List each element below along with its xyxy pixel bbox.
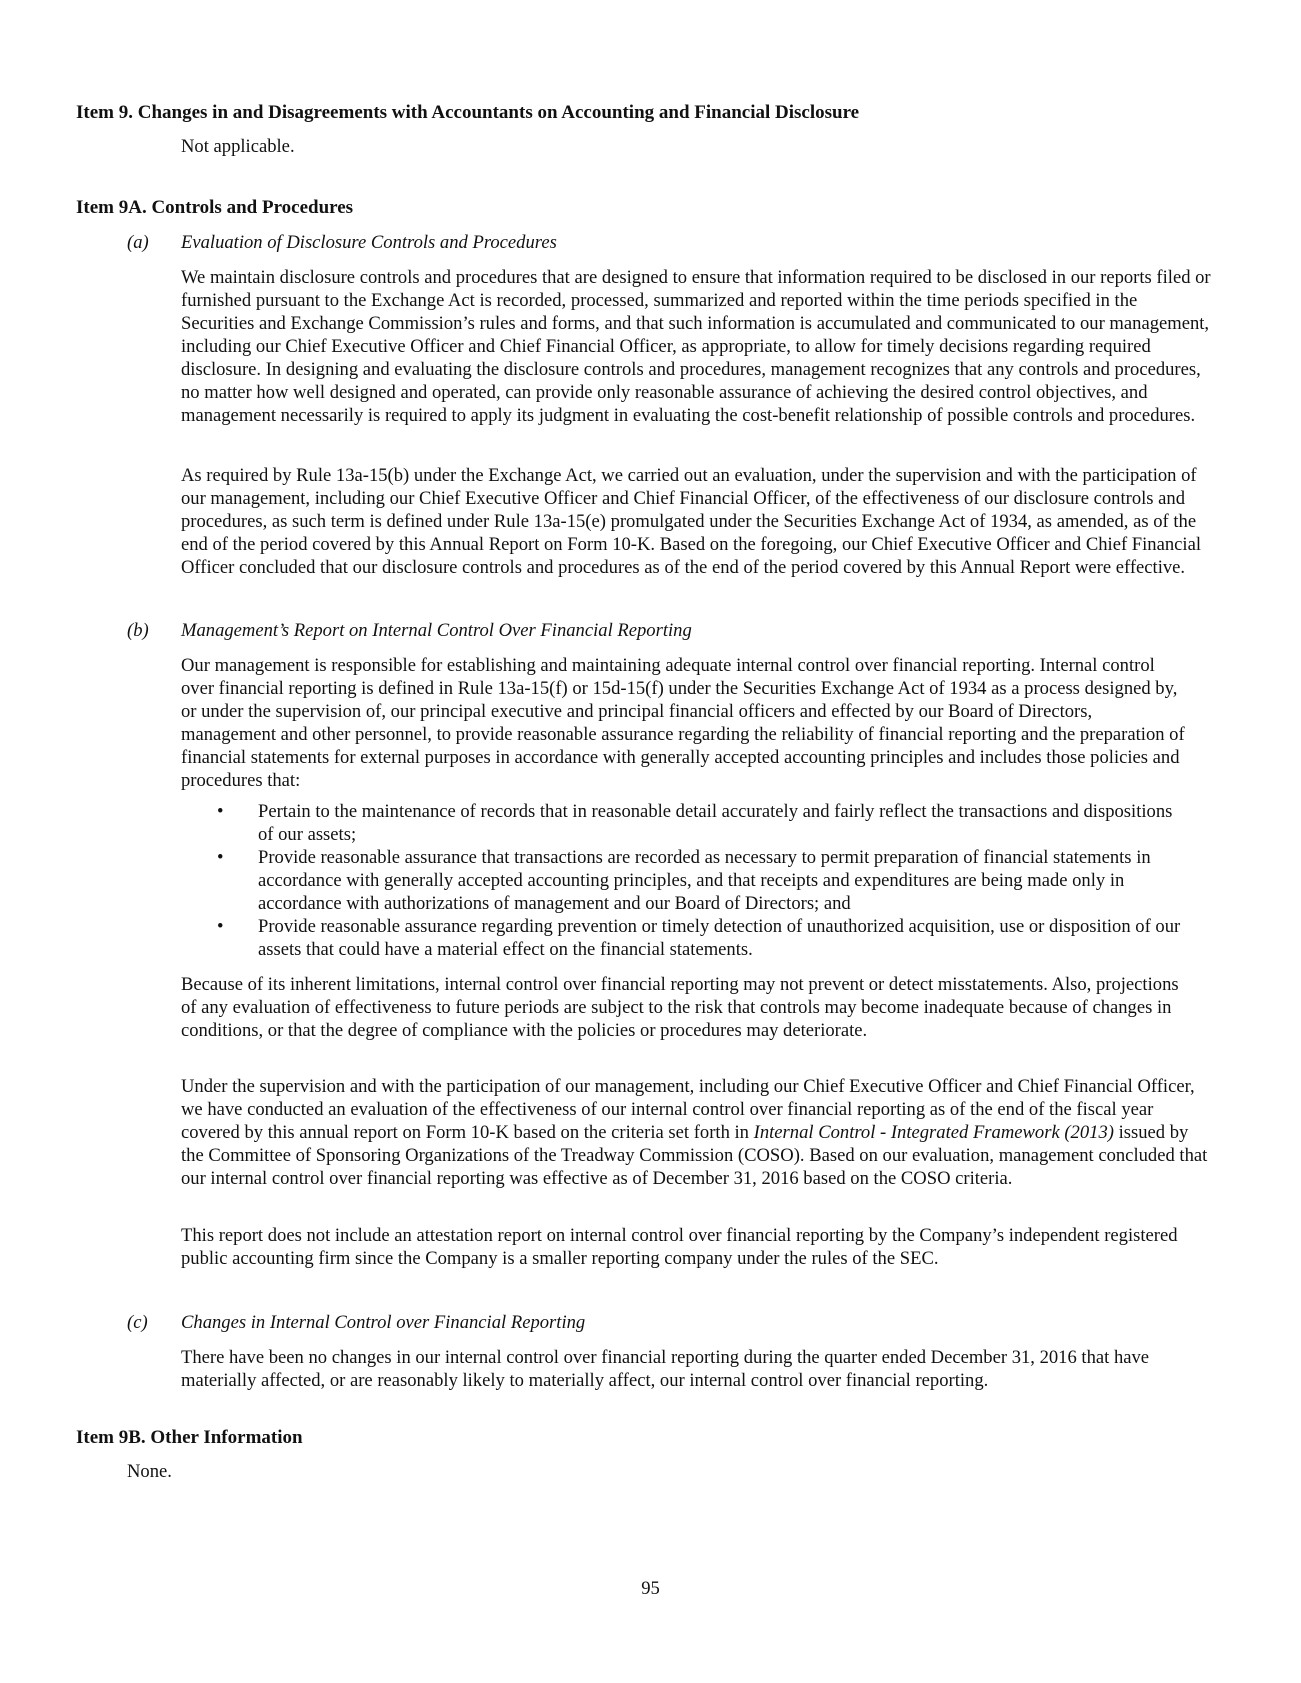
bullet-icon: • <box>217 916 224 937</box>
section-b-paragraph-3 <box>181 1075 1211 1190</box>
bullet-icon: • <box>217 847 224 868</box>
list-item <box>181 800 1191 846</box>
framework-title: Internal Control - Integrated Framework (2013) <box>753 1122 1114 1143</box>
item-9a-heading: Item 9A. Controls and Procedures <box>76 197 354 218</box>
list-item-text: Provide reasonable assurance that transactions are recorded as necessary to permit preparation of financial statements in accordance with generally accepted accounting principles, and that receipts and expenditures are being made only in accordance with authorizations of management and our Board of Directors; and <box>258 847 1151 914</box>
item-9b-heading: Item 9B. Other Information <box>76 1427 303 1448</box>
section-a-paragraph-2: As required by Rule 13a-15(b) under the Exchange Act, we carried out an evaluation, under the supervision and with the participation of our management, including our Chief Executive Officer and Chief Financial Officer, of the effectiveness of our disclosure controls and procedures, as such term is defined under Rule 13a-15(e) promulgated under the Securities Exchange Act of 1934, as amended, as of the end of the period covered by this Annual Report on Form 10-K. Based on the foregoing, our Chief Executive Officer and Chief Financial Officer concluded that our disclosure controls and procedures as of the end of the period covered by this Annual Report were effective. <box>181 465 1201 578</box>
list-item-text: Provide reasonable assurance regarding prevention or timely detection of unauthorized acquisition, use or disposition of our assets that could have a material effect on the financial statements. <box>258 916 1181 960</box>
section-c-label: (c) <box>127 1312 148 1333</box>
paragraph-text: Under the supervision and with the participation of our management, including our Chief Executive Officer and Chief Financial Officer, we have conducted an evaluation of the effectiveness of our internal control over financial reporting as of the end of the fiscal year covered by this annual report on Form 10-K based on the criteria set forth in <box>181 1076 1195 1143</box>
section-b-label: (b) <box>127 620 149 641</box>
list-item-text: Pertain to the maintenance of records that in reasonable detail accurately and fairly reflect the transactions and dispositions of our assets; <box>258 801 1173 845</box>
section-b-title: Management’s Report on Internal Control Over Financial Reporting <box>181 620 692 641</box>
page-number: 95 <box>641 1578 660 1599</box>
section-c-paragraph-1: There have been no changes in our internal control over financial reporting during the quarter ended December 31, 2016 that have materially affected, or are reasonably likely to materially affect, our internal control over financial reporting. <box>181 1347 1150 1391</box>
item-9b-text: None. <box>127 1461 172 1482</box>
list-item <box>181 846 1191 915</box>
section-b-paragraph-1: Our management is responsible for establishing and maintaining adequate internal control over financial reporting. Internal control over financial reporting is defined in Rule 13a-15(f) or 15d-15(f) under the Securities Exchange Act of 1934 as a process designed by, or under the supervision of, our principal executive and principal financial officers and effected by our Board of Directors, management and other personnel, to provide reasonable assurance regarding the reliability of financial reporting and the preparation of financial statements for external purposes in accordance with generally accepted accounting principles and includes those policies and procedures that: <box>181 655 1185 791</box>
section-a-title: Evaluation of Disclosure Controls and Procedures <box>181 232 557 253</box>
item-9-text: Not applicable. <box>181 136 295 157</box>
section-a-paragraph-1: We maintain disclosure controls and procedures that are designed to ensure that information required to be disclosed in our reports filed or furnished pursuant to the Exchange Act is recorded, processed, summarized and reported within the time periods specified in the Securities and Exchange Commission’s rules and forms, and that such information is accumulated and communicated to our management, including our Chief Executive Officer and Chief Financial Officer, as appropriate, to allow for timely decisions regarding required disclosure. In designing and evaluating the disclosure controls and procedures, management recognizes that any controls and procedures, no matter how well designed and operated, can provide only reasonable assurance of achieving the desired control objectives, and management necessarily is required to apply its judgment in evaluating the cost-benefit relationship of possible controls and procedures. <box>181 267 1211 426</box>
item-9-heading: Item 9. Changes in and Disagreements with Accountants on Accounting and Financial Disclosure <box>76 102 860 123</box>
bullet-icon: • <box>217 801 224 822</box>
section-b-bullet-list <box>181 800 1191 961</box>
section-c-title: Changes in Internal Control over Financial Reporting <box>181 1312 586 1333</box>
paragraph-text: issued by the Committee of Sponsoring Organizations of the Treadway Commission (COSO). Based on our evaluation, management concluded that our internal control over financial reporting was effective as of December 31, 2016 based on the COSO criteria. <box>181 1122 1208 1189</box>
list-item <box>181 915 1191 961</box>
section-b-paragraph-2: Because of its inherent limitations, internal control over financial reporting may not prevent or detect misstatements. Also, projections of any evaluation of effectiveness to future periods are subject to the risk that controls may become inadequate because of changes in conditions, or that the degree of compliance with the policies or procedures may deteriorate. <box>181 974 1179 1041</box>
section-b-paragraph-4: This report does not include an attestation report on internal control over financial reporting by the Company’s independent registered public accounting firm since the Company is a smaller reporting company under the rules of the SEC. <box>181 1225 1178 1269</box>
section-a-label: (a) <box>127 232 149 253</box>
